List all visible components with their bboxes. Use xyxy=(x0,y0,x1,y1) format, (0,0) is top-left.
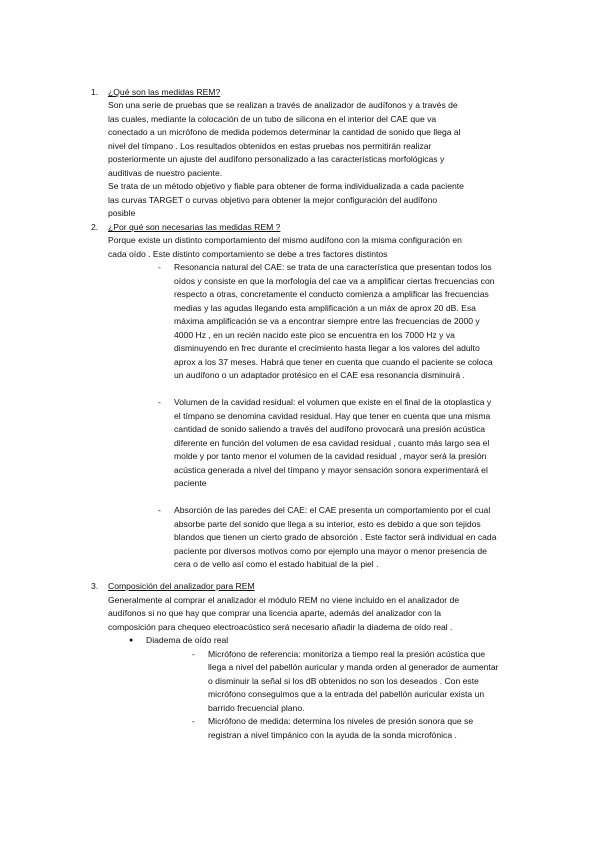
paragraph-line: Generalmente al comprar el analizador el módulo REM no viene incluido en el analizador de xyxy=(108,595,460,605)
bullet-line: respecto a otras, concretamente el conducto comienza a amplificar las frecuencias xyxy=(174,289,489,299)
bullet-line: medias y las agudas llegando esta amplificación a un máx de aprox 20 dB. Esa xyxy=(174,303,476,313)
paragraph-line: Porque existe un distinto comportamiento del mismo audífono con la misma configuración en xyxy=(108,235,462,245)
subitem-line: micrófono conseguimos que a la entrada del pabellón auricular exista un xyxy=(208,689,485,699)
paragraph-line: Son una serie de pruebas que se realizan a través de analizador de audífonos y a través de xyxy=(108,100,458,110)
bullet-label: Diadema de oído real xyxy=(146,635,229,645)
bullet-line: paciente xyxy=(174,478,207,488)
section-number: 2. xyxy=(91,222,99,232)
bullet-line: Volumen de la cavidad residual: el volumen que existe en el final de la otoplastica y xyxy=(174,397,492,407)
bullet-line: blandos que tienen un cierto grado de absorción . Este factor será individual en cada xyxy=(174,532,497,542)
bullet-line: disminuyendo en frec durante el crecimiento hasta llegar a los valores del adulto xyxy=(174,343,480,353)
bullet-marker: - xyxy=(158,262,161,272)
bullet-line: molde y por tanto menor el volumen de la cavidad residual , mayor será la presión xyxy=(174,451,487,461)
paragraph-line: auditivas de nuestro paciente. xyxy=(108,168,223,178)
bullet-line: oídos y consiste en que la morfología del cae va a amplificar ciertas frecuencias con xyxy=(174,276,495,286)
paragraph-line: composición para chequeo electroacústico será necesario añadir la diadema de oído real . xyxy=(108,622,453,632)
subitem-marker: - xyxy=(192,716,195,726)
bullet-marker: - xyxy=(158,397,161,407)
subitem-line: o disminuir la señal si los dB obtenidos no son los deseados . Con este xyxy=(208,676,479,686)
paragraph-line: cada oído . Este distinto comportamiento se debe a tres factores distintos xyxy=(108,249,388,259)
paragraph-line: posible xyxy=(108,208,136,218)
bullet-marker: - xyxy=(158,505,161,515)
bullet-line: Absorción de las paredes del CAE: el CAE presenta un comportamiento por el cual xyxy=(174,505,491,515)
subitem-line: Micrófono de medida: determina los niveles de presión sonora que se xyxy=(208,716,474,726)
bullet-line: el tímpano se denomina cavidad residual. Hay que tener en cuenta que una misma xyxy=(174,411,491,421)
section-number: 1. xyxy=(91,87,99,97)
bullet-line: cantidad de sonido saliendo a través del audífono provocará una presión acústica xyxy=(174,424,486,434)
bullet-line: acústica generada a nivel del tímpano y mayor sensación sonora experimentará el xyxy=(174,465,488,475)
bullet-line: 4000 Hz , en un recién nacido este pico se encuentra en los 7000 Hz y va xyxy=(174,330,455,340)
paragraph-line: nivel del tímpano . Los resultados obtenidos en estas pruebas nos permitirán realizar xyxy=(108,141,432,151)
circle-bullet-marker: ● xyxy=(129,637,134,644)
paragraph-line: las cuales, mediante la colocación de un tubo de silicona en el interior del CAE que va xyxy=(108,114,437,124)
subitem-line: barrido frecuencial plano. xyxy=(208,703,305,713)
subitem-marker: - xyxy=(192,649,195,659)
section-heading: ¿Por qué son necesarias las medidas REM ? xyxy=(108,222,281,232)
bullet-line: absorbe parte del sonido que llega a su interior, esto es debido a que son tejidos xyxy=(174,519,481,529)
bullet-line: máxima amplificación se va a encontrar siempre entre las frecuencias de 2000 y xyxy=(174,316,480,326)
subitem-line: llega a nivel del pabellón auricular y manda orden al generador de aumentar xyxy=(208,662,499,672)
paragraph-line: Se trata de un método objetivo y fiable para obtener de forma individualizada a cada paciente xyxy=(108,181,464,191)
paragraph-line: conectado a un micrófono de medida podemos determinar la cantidad de sonido que llega al xyxy=(108,127,461,137)
paragraph-line: las curvas TARGET o curvas objetivo para obtener la mejor configuración del audífono xyxy=(108,195,438,205)
subitem-line: Micrófono de referencia: monitoriza a tiempo real la presión acústica que xyxy=(208,649,486,659)
paragraph-line: posteriormente un ajuste del audífono personalizado a las características morfológicas y xyxy=(108,154,445,164)
bullet-line: paciente por diversos motivos como por ejemplo una mayor o menor presencia de xyxy=(174,546,487,556)
section-heading: ¿Qué son las medidas REM? xyxy=(108,87,221,97)
section-number: 3. xyxy=(91,581,99,591)
section-heading: Composición del analizador para REM xyxy=(108,581,255,591)
bullet-line: Resonancia natural del CAE: se trata de una característica que presentan todos los xyxy=(174,262,492,272)
bullet-line: diferente en función del volumen de esa cavidad residual , cuanto más largo sea el xyxy=(174,438,490,448)
paragraph-line: audífonos si no que hay que comprar una licencia aparte, además del analizador con la xyxy=(108,608,441,618)
bullet-line: aprox a los 37 meses. Habrá que tener en cuenta que cuando el paciente se coloca xyxy=(174,357,493,367)
subitem-line: registran a nivel timpánico con la ayuda de la sonda microfónica . xyxy=(208,730,457,740)
bullet-line: un audífono o un adaptador protésico en el CAE esa resonancia disminuirá . xyxy=(174,370,465,380)
bullet-line: cera o de vello así como el estado habitual de la piel . xyxy=(174,559,379,569)
